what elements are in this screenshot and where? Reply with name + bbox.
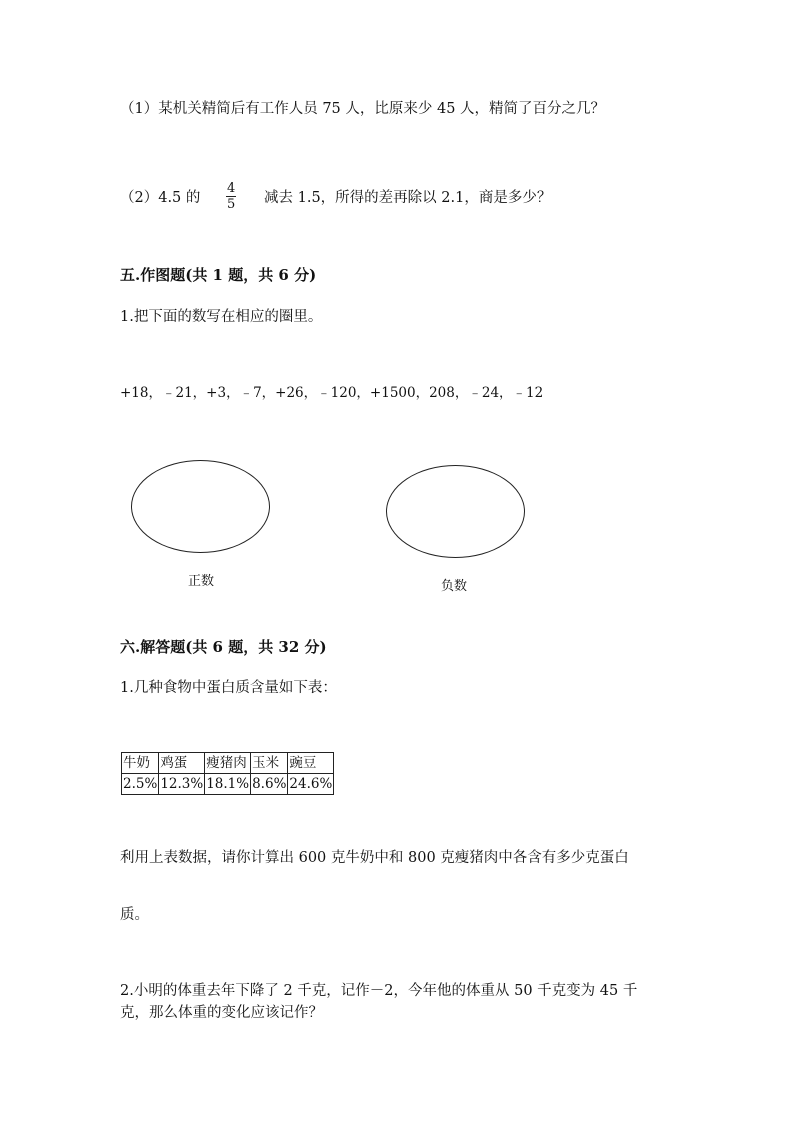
fraction-numerator: 4 [227, 181, 236, 196]
table-header-cell: 豌豆 [288, 753, 334, 774]
question-4-2-prefix: （2）4.5 的 [120, 190, 201, 206]
question-6-2-line2: 克，那么体重的变化应该记作？ [120, 1005, 323, 1021]
number-list: +18，﹣21，+3，﹣7，+26，﹣120，+1500，208，﹣24，﹣12 [120, 385, 544, 401]
negative-circle-label: 负数 [441, 579, 468, 594]
table-cell: 18.1% [205, 774, 251, 795]
table-row [122, 774, 334, 795]
table-header-cell: 瘦猪肉 [205, 753, 251, 774]
section-6-heading: 六.解答题(共 6 题，共 32 分) [120, 638, 327, 656]
section-5-heading: 五.作图题(共 1 题，共 6 分) [120, 266, 317, 284]
positive-circle-label: 正数 [188, 574, 215, 589]
protein-table [121, 752, 334, 795]
positive-circle [131, 460, 270, 553]
table-header-cell: 玉米 [251, 753, 288, 774]
table-header-row [122, 753, 334, 774]
table-header-cell: 鸡蛋 [159, 753, 205, 774]
table-cell: 8.6% [251, 774, 288, 795]
fraction-denominator: 5 [227, 197, 236, 212]
question-6-1-task-line1: 利用上表数据，请你计算出 600 克牛奶中和 800 克瘦猪肉中各含有多少克蛋白 [120, 850, 629, 866]
question-6-1: 1.几种食物中蛋白质含量如下表： [120, 680, 337, 696]
table-cell: 2.5% [122, 774, 159, 795]
table-cell: 24.6% [288, 774, 334, 795]
question-5-1: 1.把下面的数写在相应的圈里。 [120, 309, 323, 325]
question-4-1: （1）某机关精简后有工作人员 75 人，比原来少 45 人，精简了百分之几？ [120, 101, 606, 117]
fraction-four-fifths [226, 181, 236, 212]
table-header-cell: 牛奶 [122, 753, 159, 774]
negative-circle [386, 465, 525, 558]
table-cell: 12.3% [159, 774, 205, 795]
question-6-1-task-line2: 质。 [120, 907, 149, 923]
question-4-2-suffix: 减去 1.5，所得的差再除以 2.1，商是多少？ [264, 190, 552, 206]
question-6-2-line1: 2.小明的体重去年下降了 2 千克，记作－2，今年他的体重从 50 千克变为 45 千 [120, 983, 638, 999]
